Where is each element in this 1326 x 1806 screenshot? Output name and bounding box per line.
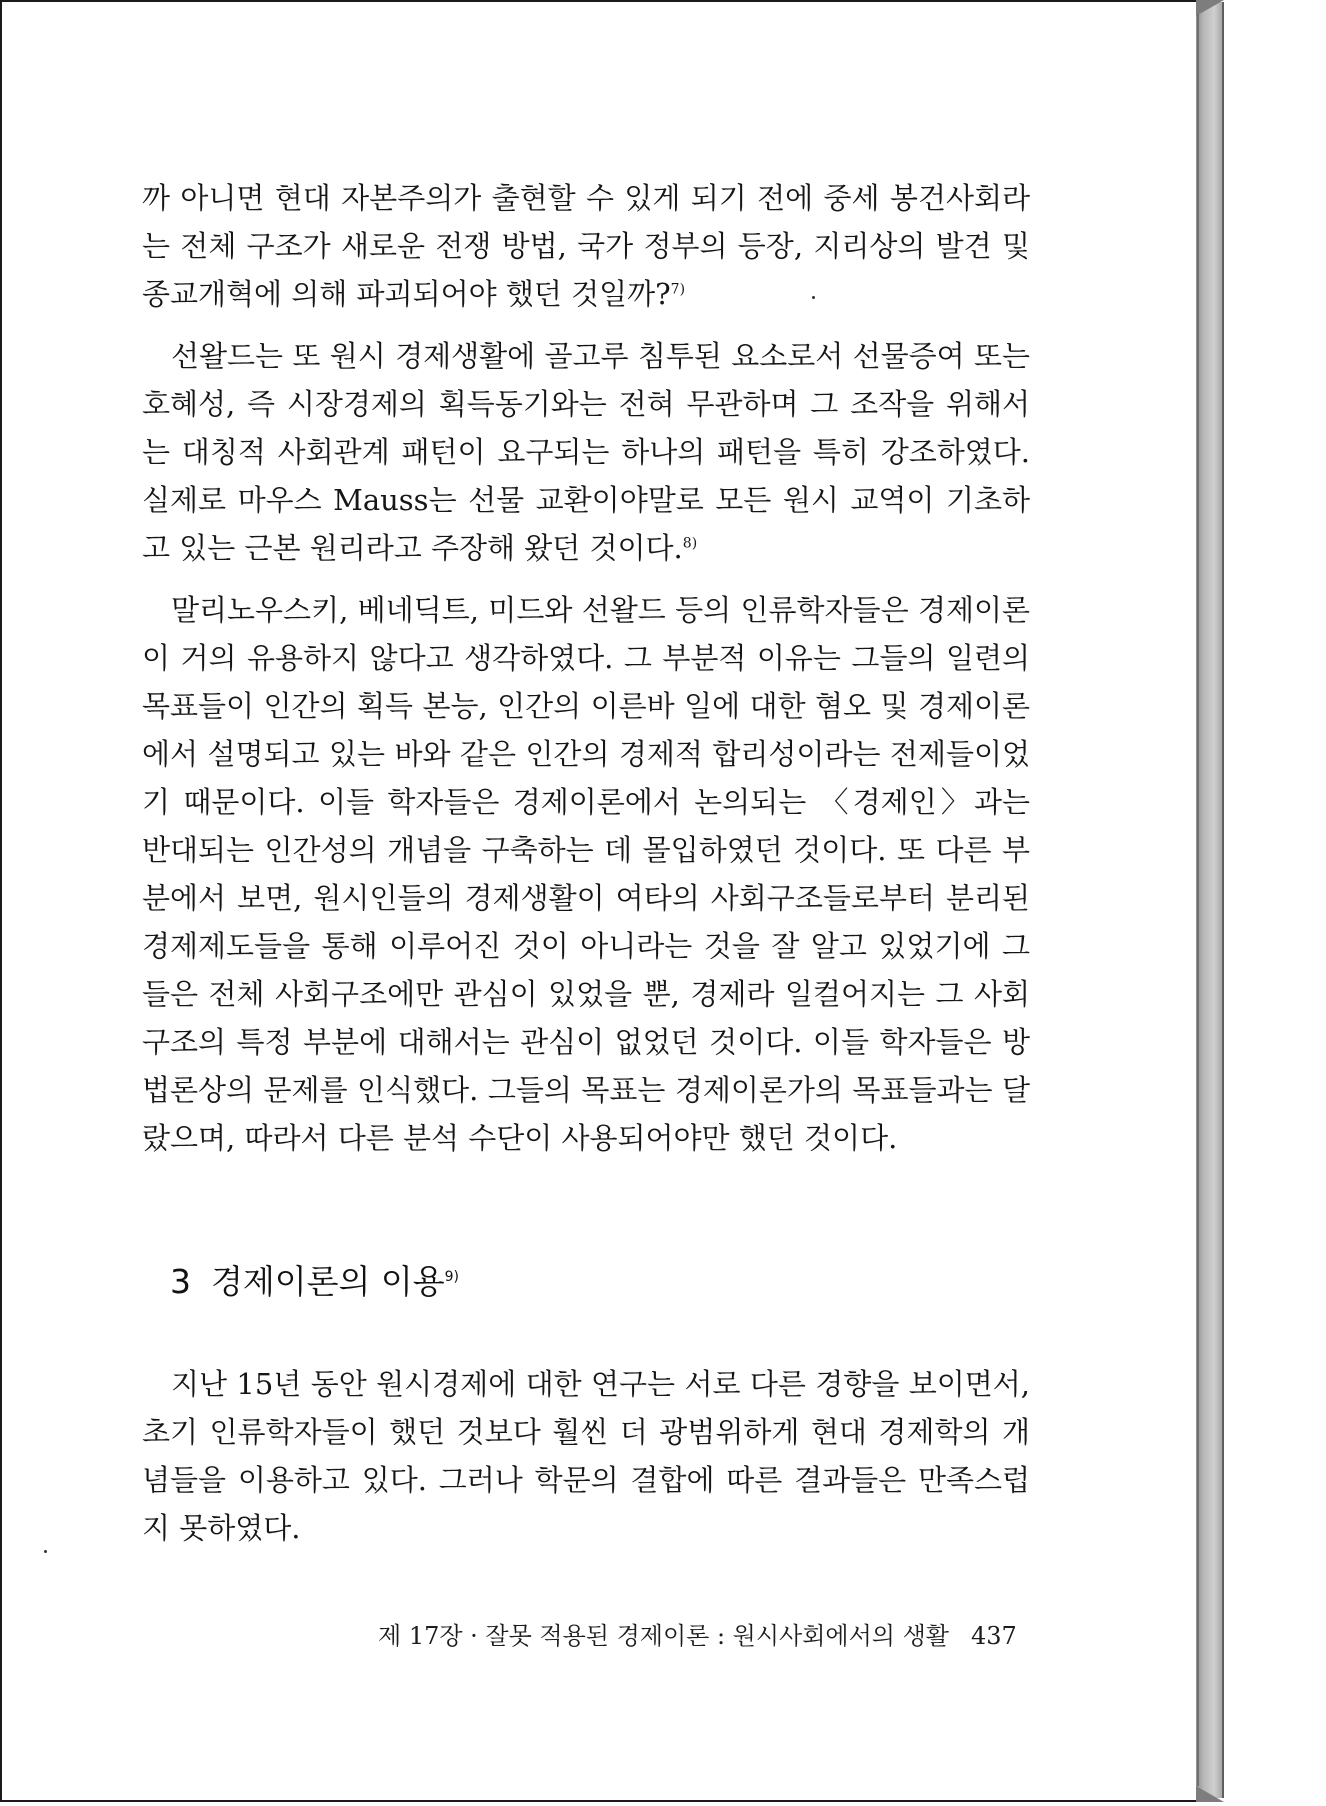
paragraph-gift-exchange [142,332,1030,572]
paragraph-text: 말리노우스키, 베네딕트, 미드와 선왈드 등의 인류학자들은 경제이론이 거의 유용하지 않다고 생각하였다. 그 부분적 이유는 그들의 일련의 목표들이 인간의 획득 본능, 인간의 이른바 일에 대한 혐오 및 경제이론에서 설명되고 있는 바와 같은 인간의 경제적 합리성이라는 전제들이었기 때문이다. 이들 학자들은 경제이론에서 논의되는 〈경제인〉과는 반대되는 인간성의 개념을 구축하는 데 몰입하였던 것이다. 또 다른 부분에서 보면, 원시인들의 경제생활이 여타의 사회구조들로부터 분리된 경제제도들을 통해 이루어진 것이 아니라는 것을 잘 알고 있었기에 그들은 전체 사회구조에만 관심이 있었을 뿐, 경제라 일컬어지는 그 사회구조의 특정 부분에 대해서는 관심이 없었던 것이다. 이들 학자들은 방법론상의 문제를 인식했다. 그들의 목표는 경제이론가의 목표들과는 달랐으며, 따라서 다른 분석 수단이 사용되어야만 했던 것이다. [142,593,1030,1155]
page-stack-divider [1197,14,1199,1786]
running-footer [378,1620,1017,1652]
section-body [142,1360,1030,1552]
page-body [142,174,1030,1162]
footnote-marker: 8) [682,535,698,552]
paragraph-anthropologists [142,586,1030,1162]
paragraph-text: 지난 15년 동안 원시경제에 대한 연구는 서로 다른 경향을 보이면서, 초기 인류학자들이 했던 것보다 훨씬 더 광범위하게 현대 경제학의 개념들을 이용하고 있다. 그러나 학문의 결합에 따른 결과들은 만족스럽지 못하였다. [142,1367,1030,1545]
page-stack-corner-bottom [1196,1786,1224,1802]
paragraph-recent-studies [142,1360,1030,1552]
paragraph-continuation [142,174,1030,318]
page-number: 437 [970,1622,1017,1650]
scan-speck [812,296,815,299]
footnote-marker: 9) [444,1269,460,1285]
section-number: 3 [170,1262,191,1301]
page-stack-corner-top [1196,0,1224,16]
paragraph-text: 선왈드는 또 원시 경제생활에 골고루 침투된 요소로서 선물증여 또는 호혜성, 즉 시장경제의 획득동기와는 전혀 무관하며 그 조작을 위해서는 대칭적 사회관계 패턴이 요구되는 하나의 패턴을 특히 강조하였다. 실제로 마우스 Mauss는 선물 교환이야말로 모든 원시 교역이 기초하고 있는 근본 원리라고 주장해 왔던 것이다. [142,339,1030,565]
section-heading [170,1260,459,1304]
paragraph-text: 까 아니면 현대 자본주의가 출현할 수 있게 되기 전에 중세 봉건사회라는 전체 구조가 새로운 전쟁 방법, 국가 정부의 등장, 지리상의 발견 및 종교개혁에 의해 파괴되어야 했던 것일까? [142,181,1030,311]
running-title: 제 17장 · 잘못 적용된 경제이론 : 원시사회에서의 생활 [378,1622,949,1650]
section-title: 경제이론의 이용 [211,1262,445,1301]
page-stack-edge [1196,2,1224,1798]
footnote-marker: 7) [670,281,686,298]
scan-speck [44,1550,47,1553]
